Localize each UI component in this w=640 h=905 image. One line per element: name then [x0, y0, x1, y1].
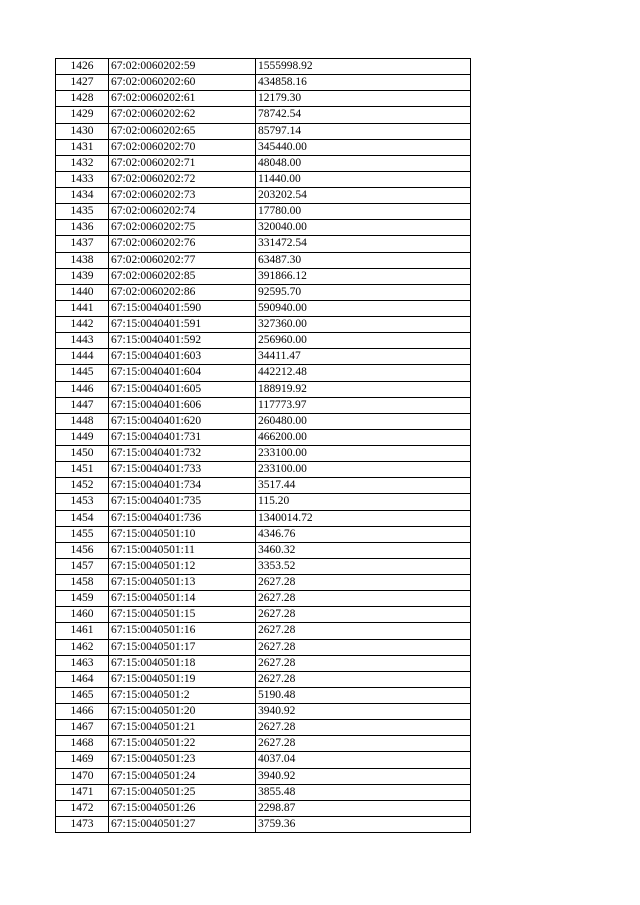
table-row	[56, 429, 471, 445]
row-number-cell: 1462	[56, 639, 109, 655]
table-row	[56, 720, 471, 736]
cadastral-value-cell: 2627.28	[256, 591, 471, 607]
cadastral-value-cell: 2627.28	[256, 671, 471, 687]
row-number-cell: 1437	[56, 236, 109, 252]
table-row	[56, 123, 471, 139]
table-row	[56, 349, 471, 365]
cadastral-value-cell: 3353.52	[256, 558, 471, 574]
cadastral-number-cell: 67:02:0060202:85	[109, 268, 256, 284]
table-row	[56, 558, 471, 574]
cadastral-number-cell: 67:15:0040501:11	[109, 542, 256, 558]
cadastral-number-cell: 67:15:0040501:24	[109, 768, 256, 784]
cadastral-value-cell: 4037.04	[256, 752, 471, 768]
table-row	[56, 784, 471, 800]
row-number-cell: 1448	[56, 413, 109, 429]
table-row	[56, 317, 471, 333]
cadastral-number-cell: 67:15:0040401:736	[109, 510, 256, 526]
cadastral-value-cell: 442212.48	[256, 365, 471, 381]
row-number-cell: 1444	[56, 349, 109, 365]
cadastral-number-cell: 67:15:0040501:22	[109, 736, 256, 752]
cadastral-number-cell: 67:15:0040401:735	[109, 494, 256, 510]
cadastral-value-cell: 78742.54	[256, 107, 471, 123]
cadastral-value-cell: 12179.30	[256, 91, 471, 107]
table-row	[56, 800, 471, 816]
cadastral-value-cell: 92595.70	[256, 284, 471, 300]
cadastral-value-cell: 327360.00	[256, 317, 471, 333]
row-number-cell: 1433	[56, 171, 109, 187]
row-number-cell: 1438	[56, 252, 109, 268]
cadastral-value-cell: 466200.00	[256, 429, 471, 445]
cadastral-value-cell: 4346.76	[256, 526, 471, 542]
table-row	[56, 816, 471, 832]
row-number-cell: 1458	[56, 575, 109, 591]
cadastral-number-cell: 67:15:0040401:620	[109, 413, 256, 429]
table-row	[56, 188, 471, 204]
table-row	[56, 381, 471, 397]
row-number-cell: 1456	[56, 542, 109, 558]
table-row	[56, 623, 471, 639]
cadastral-value-cell: 2627.28	[256, 607, 471, 623]
cadastral-number-cell: 67:15:0040501:17	[109, 639, 256, 655]
cadastral-value-cell: 2627.28	[256, 575, 471, 591]
table-row	[56, 252, 471, 268]
table-row	[56, 220, 471, 236]
row-number-cell: 1446	[56, 381, 109, 397]
cadastral-value-cell: 590940.00	[256, 300, 471, 316]
cadastral-value-cell: 3940.92	[256, 704, 471, 720]
row-number-cell: 1451	[56, 462, 109, 478]
cadastral-number-cell: 67:15:0040401:592	[109, 333, 256, 349]
row-number-cell: 1445	[56, 365, 109, 381]
row-number-cell: 1449	[56, 429, 109, 445]
cadastral-value-cell: 256960.00	[256, 333, 471, 349]
cadastral-number-cell: 67:15:0040401:604	[109, 365, 256, 381]
row-number-cell: 1434	[56, 188, 109, 204]
cadastral-number-cell: 67:15:0040501:2	[109, 687, 256, 703]
table-row	[56, 413, 471, 429]
cadastral-number-cell: 67:15:0040501:10	[109, 526, 256, 542]
row-number-cell: 1461	[56, 623, 109, 639]
cadastral-value-cell: 5190.48	[256, 687, 471, 703]
table-row	[56, 236, 471, 252]
row-number-cell: 1467	[56, 720, 109, 736]
cadastral-number-cell: 67:15:0040401:734	[109, 478, 256, 494]
row-number-cell: 1443	[56, 333, 109, 349]
cadastral-number-cell: 67:02:0060202:76	[109, 236, 256, 252]
table-row	[56, 365, 471, 381]
cadastral-value-cell: 320040.00	[256, 220, 471, 236]
row-number-cell: 1473	[56, 816, 109, 832]
row-number-cell: 1435	[56, 204, 109, 220]
table-row	[56, 462, 471, 478]
row-number-cell: 1441	[56, 300, 109, 316]
cadastral-number-cell: 67:15:0040401:590	[109, 300, 256, 316]
cadastral-value-cell: 233100.00	[256, 446, 471, 462]
cadastral-value-cell: 34411.47	[256, 349, 471, 365]
row-number-cell: 1459	[56, 591, 109, 607]
cadastral-number-cell: 67:02:0060202:74	[109, 204, 256, 220]
cadastral-number-cell: 67:15:0040401:603	[109, 349, 256, 365]
cadastral-number-cell: 67:15:0040401:731	[109, 429, 256, 445]
cadastral-value-table	[55, 58, 471, 833]
cadastral-value-cell: 3855.48	[256, 784, 471, 800]
table-row	[56, 752, 471, 768]
cadastral-number-cell: 67:15:0040501:19	[109, 671, 256, 687]
cadastral-value-cell: 434858.16	[256, 75, 471, 91]
table-row	[56, 639, 471, 655]
cadastral-number-cell: 67:02:0060202:65	[109, 123, 256, 139]
row-number-cell: 1464	[56, 671, 109, 687]
row-number-cell: 1457	[56, 558, 109, 574]
table-row	[56, 542, 471, 558]
cadastral-number-cell: 67:15:0040501:16	[109, 623, 256, 639]
cadastral-number-cell: 67:15:0040501:25	[109, 784, 256, 800]
table-row	[56, 139, 471, 155]
row-number-cell: 1440	[56, 284, 109, 300]
cadastral-number-cell: 67:15:0040401:606	[109, 397, 256, 413]
cadastral-number-cell: 67:15:0040501:20	[109, 704, 256, 720]
row-number-cell: 1466	[56, 704, 109, 720]
cadastral-number-cell: 67:15:0040401:732	[109, 446, 256, 462]
cadastral-number-cell: 67:02:0060202:75	[109, 220, 256, 236]
table-row	[56, 736, 471, 752]
cadastral-number-cell: 67:15:0040501:27	[109, 816, 256, 832]
cadastral-value-cell: 345440.00	[256, 139, 471, 155]
cadastral-value-cell: 17780.00	[256, 204, 471, 220]
cadastral-number-cell: 67:15:0040501:21	[109, 720, 256, 736]
row-number-cell: 1471	[56, 784, 109, 800]
cadastral-value-cell: 2627.28	[256, 639, 471, 655]
cadastral-number-cell: 67:02:0060202:73	[109, 188, 256, 204]
table-row	[56, 575, 471, 591]
cadastral-value-cell: 2627.28	[256, 655, 471, 671]
table-row	[56, 510, 471, 526]
cadastral-number-cell: 67:02:0060202:77	[109, 252, 256, 268]
row-number-cell: 1455	[56, 526, 109, 542]
cadastral-value-cell: 3759.36	[256, 816, 471, 832]
cadastral-value-cell: 115.20	[256, 494, 471, 510]
row-number-cell: 1468	[56, 736, 109, 752]
cadastral-value-cell: 2627.28	[256, 720, 471, 736]
row-number-cell: 1453	[56, 494, 109, 510]
table-row	[56, 59, 471, 75]
table-row	[56, 107, 471, 123]
row-number-cell: 1452	[56, 478, 109, 494]
table-row	[56, 446, 471, 462]
cadastral-number-cell: 67:15:0040501:26	[109, 800, 256, 816]
cadastral-value-cell: 117773.97	[256, 397, 471, 413]
cadastral-number-cell: 67:15:0040501:18	[109, 655, 256, 671]
row-number-cell: 1454	[56, 510, 109, 526]
cadastral-number-cell: 67:02:0060202:60	[109, 75, 256, 91]
row-number-cell: 1463	[56, 655, 109, 671]
table-row	[56, 333, 471, 349]
table-row	[56, 204, 471, 220]
table-row	[56, 591, 471, 607]
cadastral-number-cell: 67:15:0040501:15	[109, 607, 256, 623]
table-row	[56, 704, 471, 720]
cadastral-number-cell: 67:02:0060202:62	[109, 107, 256, 123]
cadastral-number-cell: 67:15:0040401:605	[109, 381, 256, 397]
table-row	[56, 494, 471, 510]
row-number-cell: 1429	[56, 107, 109, 123]
table-row	[56, 300, 471, 316]
row-number-cell: 1427	[56, 75, 109, 91]
cadastral-number-cell: 67:02:0060202:72	[109, 171, 256, 187]
row-number-cell: 1460	[56, 607, 109, 623]
row-number-cell: 1470	[56, 768, 109, 784]
cadastral-value-cell: 203202.54	[256, 188, 471, 204]
row-number-cell: 1436	[56, 220, 109, 236]
table-row	[56, 607, 471, 623]
table-row	[56, 687, 471, 703]
table-row	[56, 284, 471, 300]
row-number-cell: 1472	[56, 800, 109, 816]
table-row	[56, 768, 471, 784]
row-number-cell: 1439	[56, 268, 109, 284]
row-number-cell: 1428	[56, 91, 109, 107]
cadastral-value-cell: 11440.00	[256, 171, 471, 187]
cadastral-number-cell: 67:15:0040401:591	[109, 317, 256, 333]
row-number-cell: 1426	[56, 59, 109, 75]
table-row	[56, 526, 471, 542]
cadastral-number-cell: 67:02:0060202:71	[109, 155, 256, 171]
cadastral-number-cell: 67:15:0040401:733	[109, 462, 256, 478]
cadastral-number-cell: 67:15:0040501:14	[109, 591, 256, 607]
row-number-cell: 1432	[56, 155, 109, 171]
cadastral-value-cell: 1340014.72	[256, 510, 471, 526]
cadastral-value-cell: 233100.00	[256, 462, 471, 478]
cadastral-value-cell: 2627.28	[256, 736, 471, 752]
cadastral-value-cell: 2627.28	[256, 623, 471, 639]
table-row	[56, 655, 471, 671]
cadastral-number-cell: 67:02:0060202:70	[109, 139, 256, 155]
cadastral-value-cell: 2298.87	[256, 800, 471, 816]
cadastral-value-cell: 391866.12	[256, 268, 471, 284]
cadastral-value-cell: 1555998.92	[256, 59, 471, 75]
cadastral-value-cell: 85797.14	[256, 123, 471, 139]
cadastral-number-cell: 67:02:0060202:86	[109, 284, 256, 300]
cadastral-number-cell: 67:15:0040501:23	[109, 752, 256, 768]
row-number-cell: 1431	[56, 139, 109, 155]
row-number-cell: 1469	[56, 752, 109, 768]
row-number-cell: 1430	[56, 123, 109, 139]
table-row	[56, 478, 471, 494]
row-number-cell: 1450	[56, 446, 109, 462]
cadastral-value-cell: 3517.44	[256, 478, 471, 494]
cadastral-value-cell: 63487.30	[256, 252, 471, 268]
cadastral-value-cell: 48048.00	[256, 155, 471, 171]
cadastral-value-cell: 260480.00	[256, 413, 471, 429]
table-row	[56, 397, 471, 413]
cadastral-value-cell: 3460.32	[256, 542, 471, 558]
cadastral-value-cell: 3940.92	[256, 768, 471, 784]
cadastral-number-cell: 67:02:0060202:61	[109, 91, 256, 107]
cadastral-value-cell: 188919.92	[256, 381, 471, 397]
table-row	[56, 75, 471, 91]
row-number-cell: 1465	[56, 687, 109, 703]
row-number-cell: 1447	[56, 397, 109, 413]
row-number-cell: 1442	[56, 317, 109, 333]
table-row	[56, 671, 471, 687]
table-row	[56, 91, 471, 107]
table-row	[56, 171, 471, 187]
cadastral-value-cell: 331472.54	[256, 236, 471, 252]
cadastral-number-cell: 67:15:0040501:12	[109, 558, 256, 574]
table-row	[56, 268, 471, 284]
table-row	[56, 155, 471, 171]
cadastral-number-cell: 67:15:0040501:13	[109, 575, 256, 591]
table-body	[56, 59, 471, 833]
cadastral-number-cell: 67:02:0060202:59	[109, 59, 256, 75]
